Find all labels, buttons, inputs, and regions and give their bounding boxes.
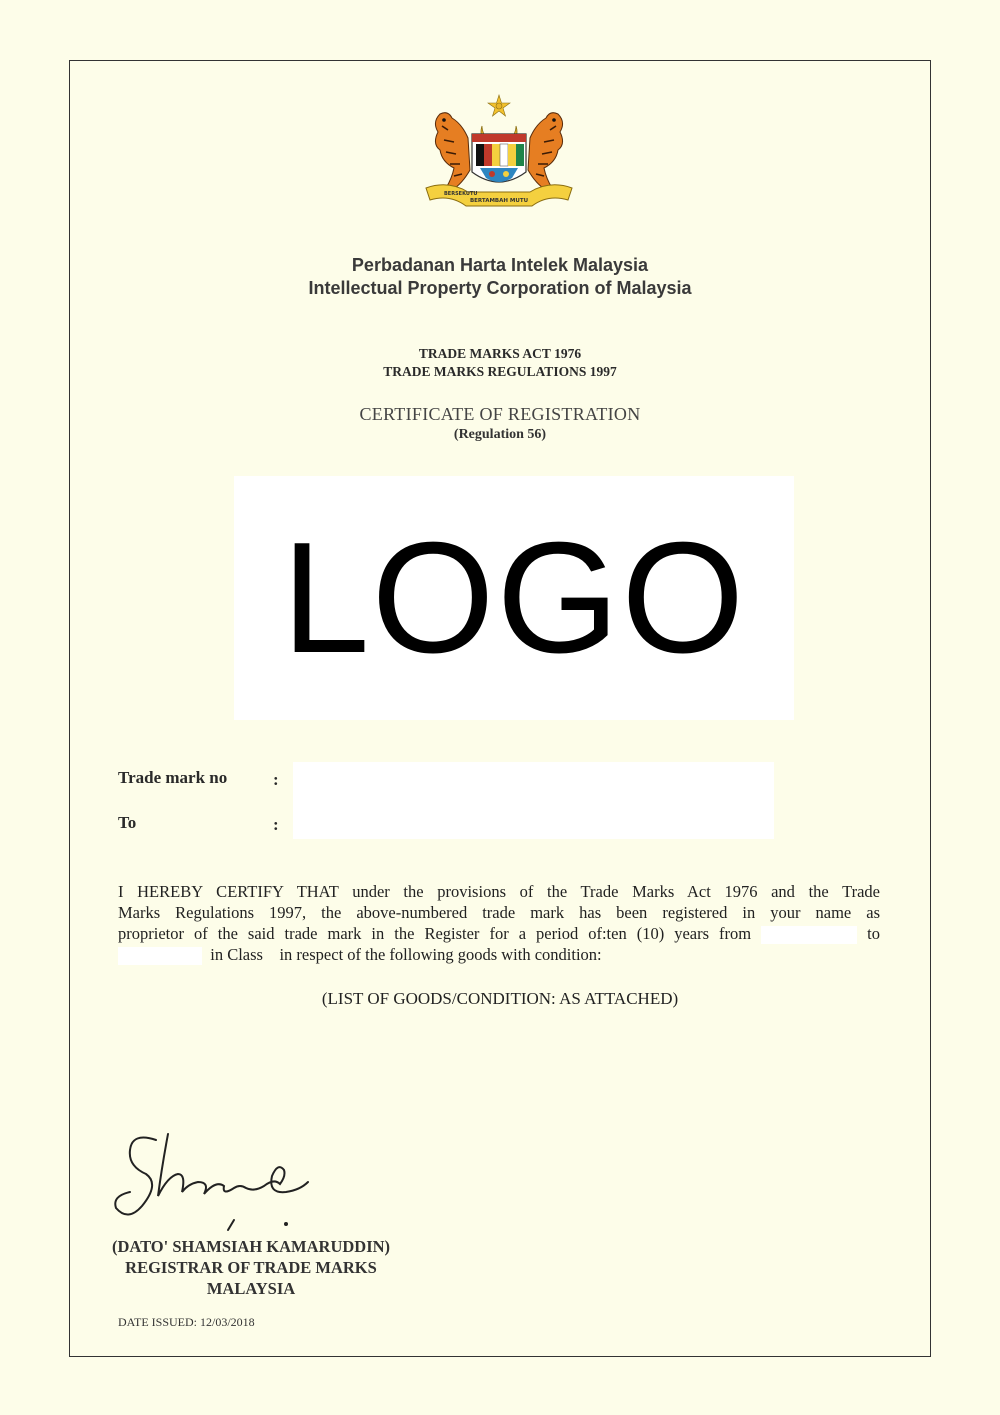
act-reference: TRADE MARKS ACT 1976 [418, 346, 582, 361]
paragraph-line-1: I HEREBY CERTIFY THAT under the provisions of the Trade Marks Act 1976 and the Trade [118, 882, 880, 901]
signatory-name: (DATO' SHAMSIAH KAMARUDDIN) [111, 1237, 391, 1256]
malaysia-coat-of-arms-icon [418, 92, 580, 214]
to-colon: : [273, 815, 279, 834]
paragraph-line-2: Marks Regulations 1997, the above-numbered trade mark has been registered in your name as [118, 903, 880, 922]
goods-condition-text: in respect of the following goods with condition: [279, 945, 602, 965]
regulations-reference: TRADE MARKS REGULATIONS 1997 [383, 364, 617, 379]
class-text: in Class [210, 945, 263, 965]
shield-icon [472, 134, 526, 182]
trade-mark-no-colon: : [273, 770, 279, 789]
signatory-block [92, 1236, 410, 1299]
period-text: proprietor of the said trade mark in the Register for a period of:ten (10) years from [118, 924, 752, 943]
paragraph-line-3 [118, 923, 880, 944]
logo-placeholder-text: LOGO [281, 510, 747, 686]
date-issued: DATE ISSUED: 12/03/2018 [118, 1315, 255, 1329]
motto-ribbon [426, 185, 572, 206]
redacted-field-values [293, 762, 774, 839]
left-tiger-icon [435, 113, 470, 190]
organization-name-malay: Perbadanan Harta Intelek Malaysia [351, 255, 649, 275]
trade-mark-logo [234, 476, 794, 720]
trade-mark-no-label: Trade mark no [118, 768, 228, 787]
certificate-title: CERTIFICATE OF REGISTRATION [359, 404, 641, 424]
redacted-start-date [761, 926, 857, 944]
right-tiger-icon [528, 113, 563, 190]
redacted-end-date [118, 947, 202, 965]
to-label: To [118, 813, 137, 832]
organization-name-english: Intellectual Property Corporation of Malaysia [308, 278, 692, 298]
certification-paragraph [118, 881, 880, 965]
svg-text:BERSEKUTU: BERSEKUTU [444, 191, 478, 197]
paragraph-line-4 [118, 944, 880, 965]
svg-text:BERTAMBAH MUTU: BERTAMBAH MUTU [469, 198, 529, 204]
goods-condition-note: (LIST OF GOODS/CONDITION: AS ATTACHED) [321, 989, 679, 1008]
regulation-number: (Regulation 56) [453, 427, 547, 442]
signatory-title: REGISTRAR OF TRADE MARKS [125, 1258, 377, 1277]
period-to-text: to [867, 924, 880, 943]
signatory-country: MALAYSIA [206, 1279, 296, 1298]
registrar-signature-icon [108, 1126, 338, 1236]
